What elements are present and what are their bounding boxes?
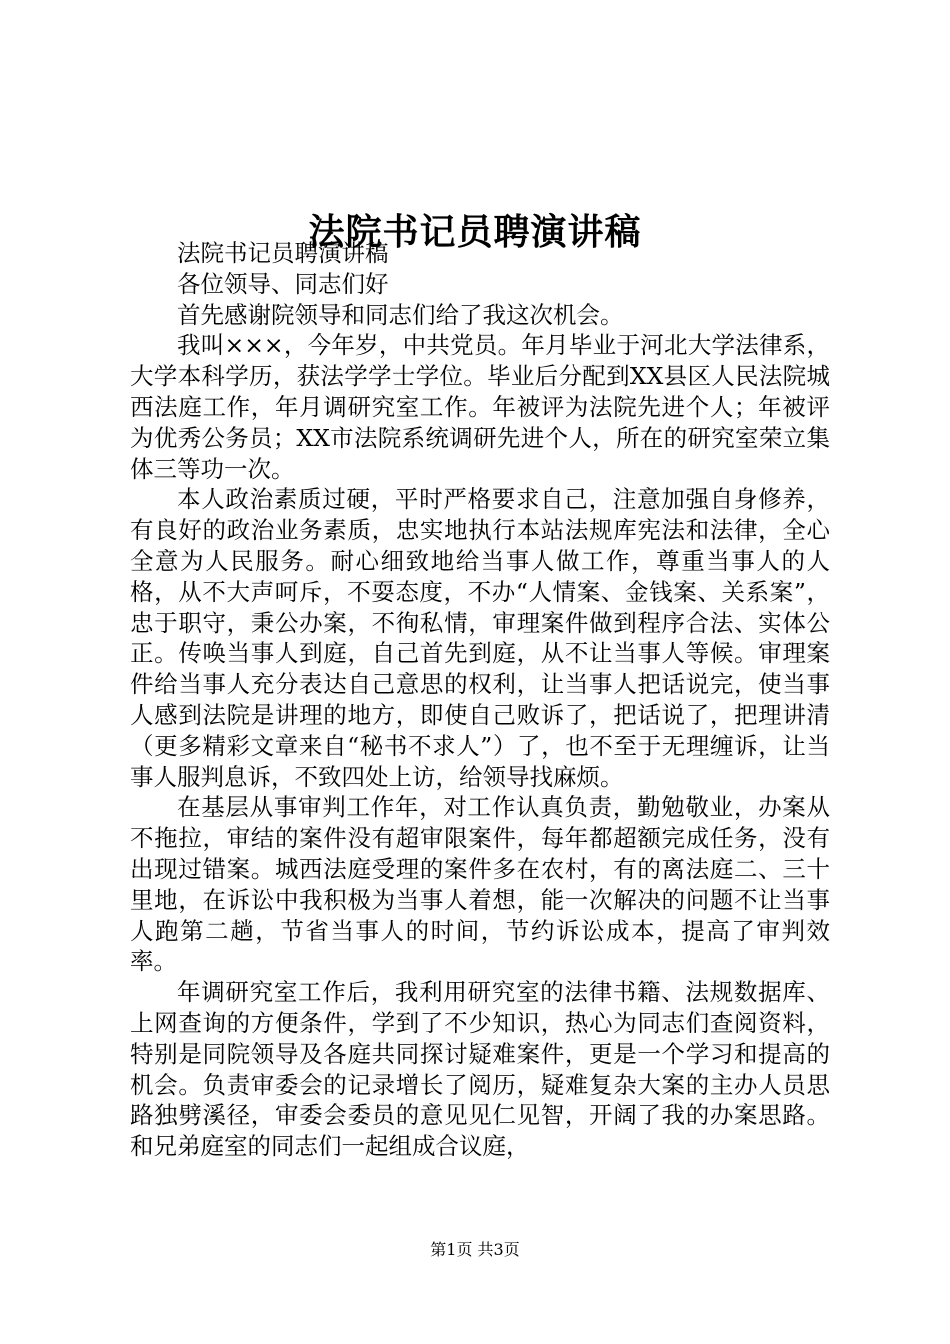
document-title: 法院书记员聘演讲稿 bbox=[308, 211, 642, 254]
paragraph-thanks: 首先感谢院领导和同志们给了我这次机会。 bbox=[177, 300, 624, 329]
paragraph-greeting: 各位领导、同志们好 bbox=[177, 269, 389, 298]
paragraph-introduction: 我叫×××，今年岁，中共党员。年月毕业于河北大学法律系，大学本科学历，获法学学士学位。毕业后分配到XX县区人民法院城西法庭工作，年月调研究室工作。年被评为法院先进个人；年被评为优秀公务员；XX市法院系统调研先进个人，所在的研究室荣立集体三等功一次。 bbox=[130, 331, 830, 483]
paragraph-political-quality: 本人政治素质过硬，平时严格要求自己，注意加强自身修养，有良好的政治业务素质，忠实地执行本站法规库宪法和法律，全心全意为人民服务。耐心细致地给当事人做工作，尊重当事人的人格，从不大声呵斥，不耍态度，不办“人情案、金钱案、关系案”，忠于职守，秉公办案，不徇私情，审理案件做到程序合法、实体公正。传唤当事人到庭，自己首先到庭，从不让当事人等候。审理案件给当事人充分表达自己意思的权利，让当事人把话说完，使当事人感到法院是讲理的地方，即使自己败诉了，把话说了，把理讲清（更多精彩文章来自“秘书不求人”）了，也不至于无理缠诉，让当事人服判息诉，不致四处上访，给领导找麻烦。 bbox=[130, 485, 830, 791]
page-number-footer: 第1页 共3页 bbox=[430, 1240, 520, 1259]
paragraph-trial-work: 在基层从事审判工作年，对工作认真负责，勤勉敬业，办案从不拖拉，审结的案件没有超审限案件，每年都超额完成任务，没有出现过错案。城西法庭受理的案件多在农村，有的离法庭二、三十里地，在诉讼中我积极为当事人着想，能一次解决的问题不让当事人跑第二趟，节省当事人的时间，节约诉讼成本，提高了审判效率。 bbox=[130, 793, 830, 976]
document-body bbox=[130, 238, 830, 1162]
paragraph-research-office: 年调研究室工作后，我利用研究室的法律书籍、法规数据库、上网查询的方便条件，学到了不少知识，热心为同志们查阅资料，特别是同院领导及各庭共同探讨疑难案件，更是一个学习和提高的机会。负责审委会的记录增长了阅历，疑难复杂大案的主办人员思路独劈溪径，审委会委员的意见见仁见智，开阔了我的办案思路。和兄弟庭室的同志们一起组成合议庭， bbox=[130, 978, 830, 1161]
paragraph-heading-repeat: 法院书记员聘演讲稿 bbox=[177, 239, 389, 267]
